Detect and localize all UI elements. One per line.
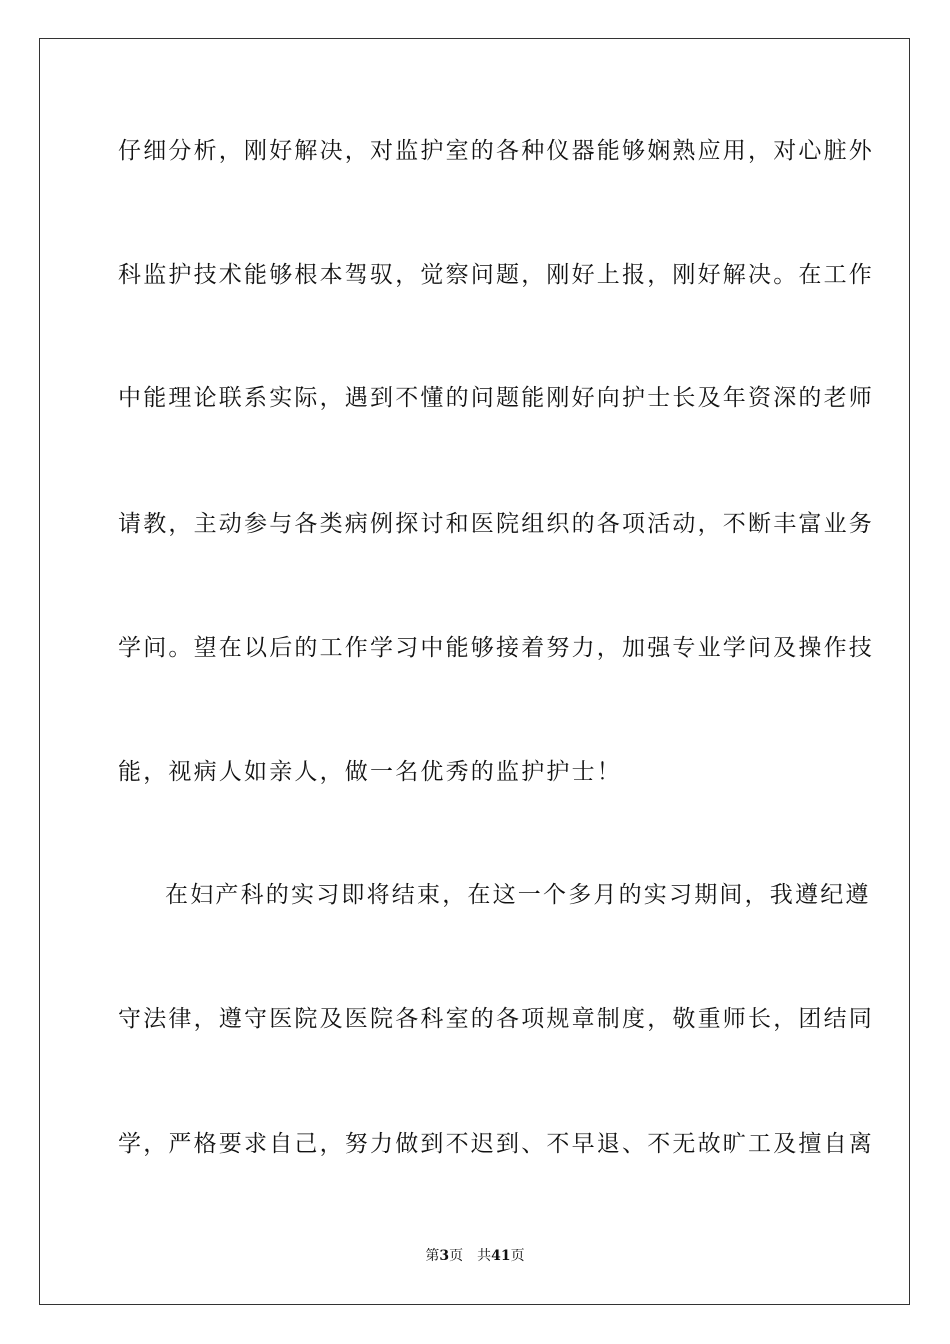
page-border: [39, 38, 910, 1305]
text-line-9: 学，严格要求自己，努力做到不迟到、不早退、不无故旷工及擅自离: [118, 1131, 874, 1157]
total-pages: 41: [491, 1248, 511, 1264]
total-suffix: 页: [510, 1248, 525, 1264]
text-line-1: 仔细分析，刚好解决，对监护室的各种仪器能够娴熟应用，对心脏外: [118, 138, 874, 164]
total-prefix: 共: [477, 1248, 492, 1264]
page-prefix: 第: [425, 1248, 440, 1264]
text-line-6: 能，视病人如亲人，做一名优秀的监护护士！: [118, 759, 622, 785]
text-line-3: 中能理论联系实际，遇到不懂的问题能刚好向护士长及年资深的老师: [118, 385, 874, 411]
text-line-7: 在妇产科的实习即将结束，在这一个多月的实习期间，我遵纪遵: [165, 882, 871, 908]
text-line-5: 学问。望在以后的工作学习中能够接着努力，加强专业学问及操作技: [118, 635, 874, 661]
page-suffix: 页: [449, 1248, 464, 1264]
text-line-4: 请教，主动参与各类病例探讨和医院组织的各项活动，不断丰富业务: [118, 511, 874, 537]
page-footer: [0, 1246, 950, 1266]
text-line-2: 科监护技术能够根本驾驭，觉察问题，刚好上报，刚好解决。在工作: [118, 262, 874, 288]
text-line-8: 守法律，遵守医院及医院各科室的各项规章制度，敬重师长，团结同: [118, 1006, 874, 1032]
page-number: 3: [439, 1248, 450, 1264]
